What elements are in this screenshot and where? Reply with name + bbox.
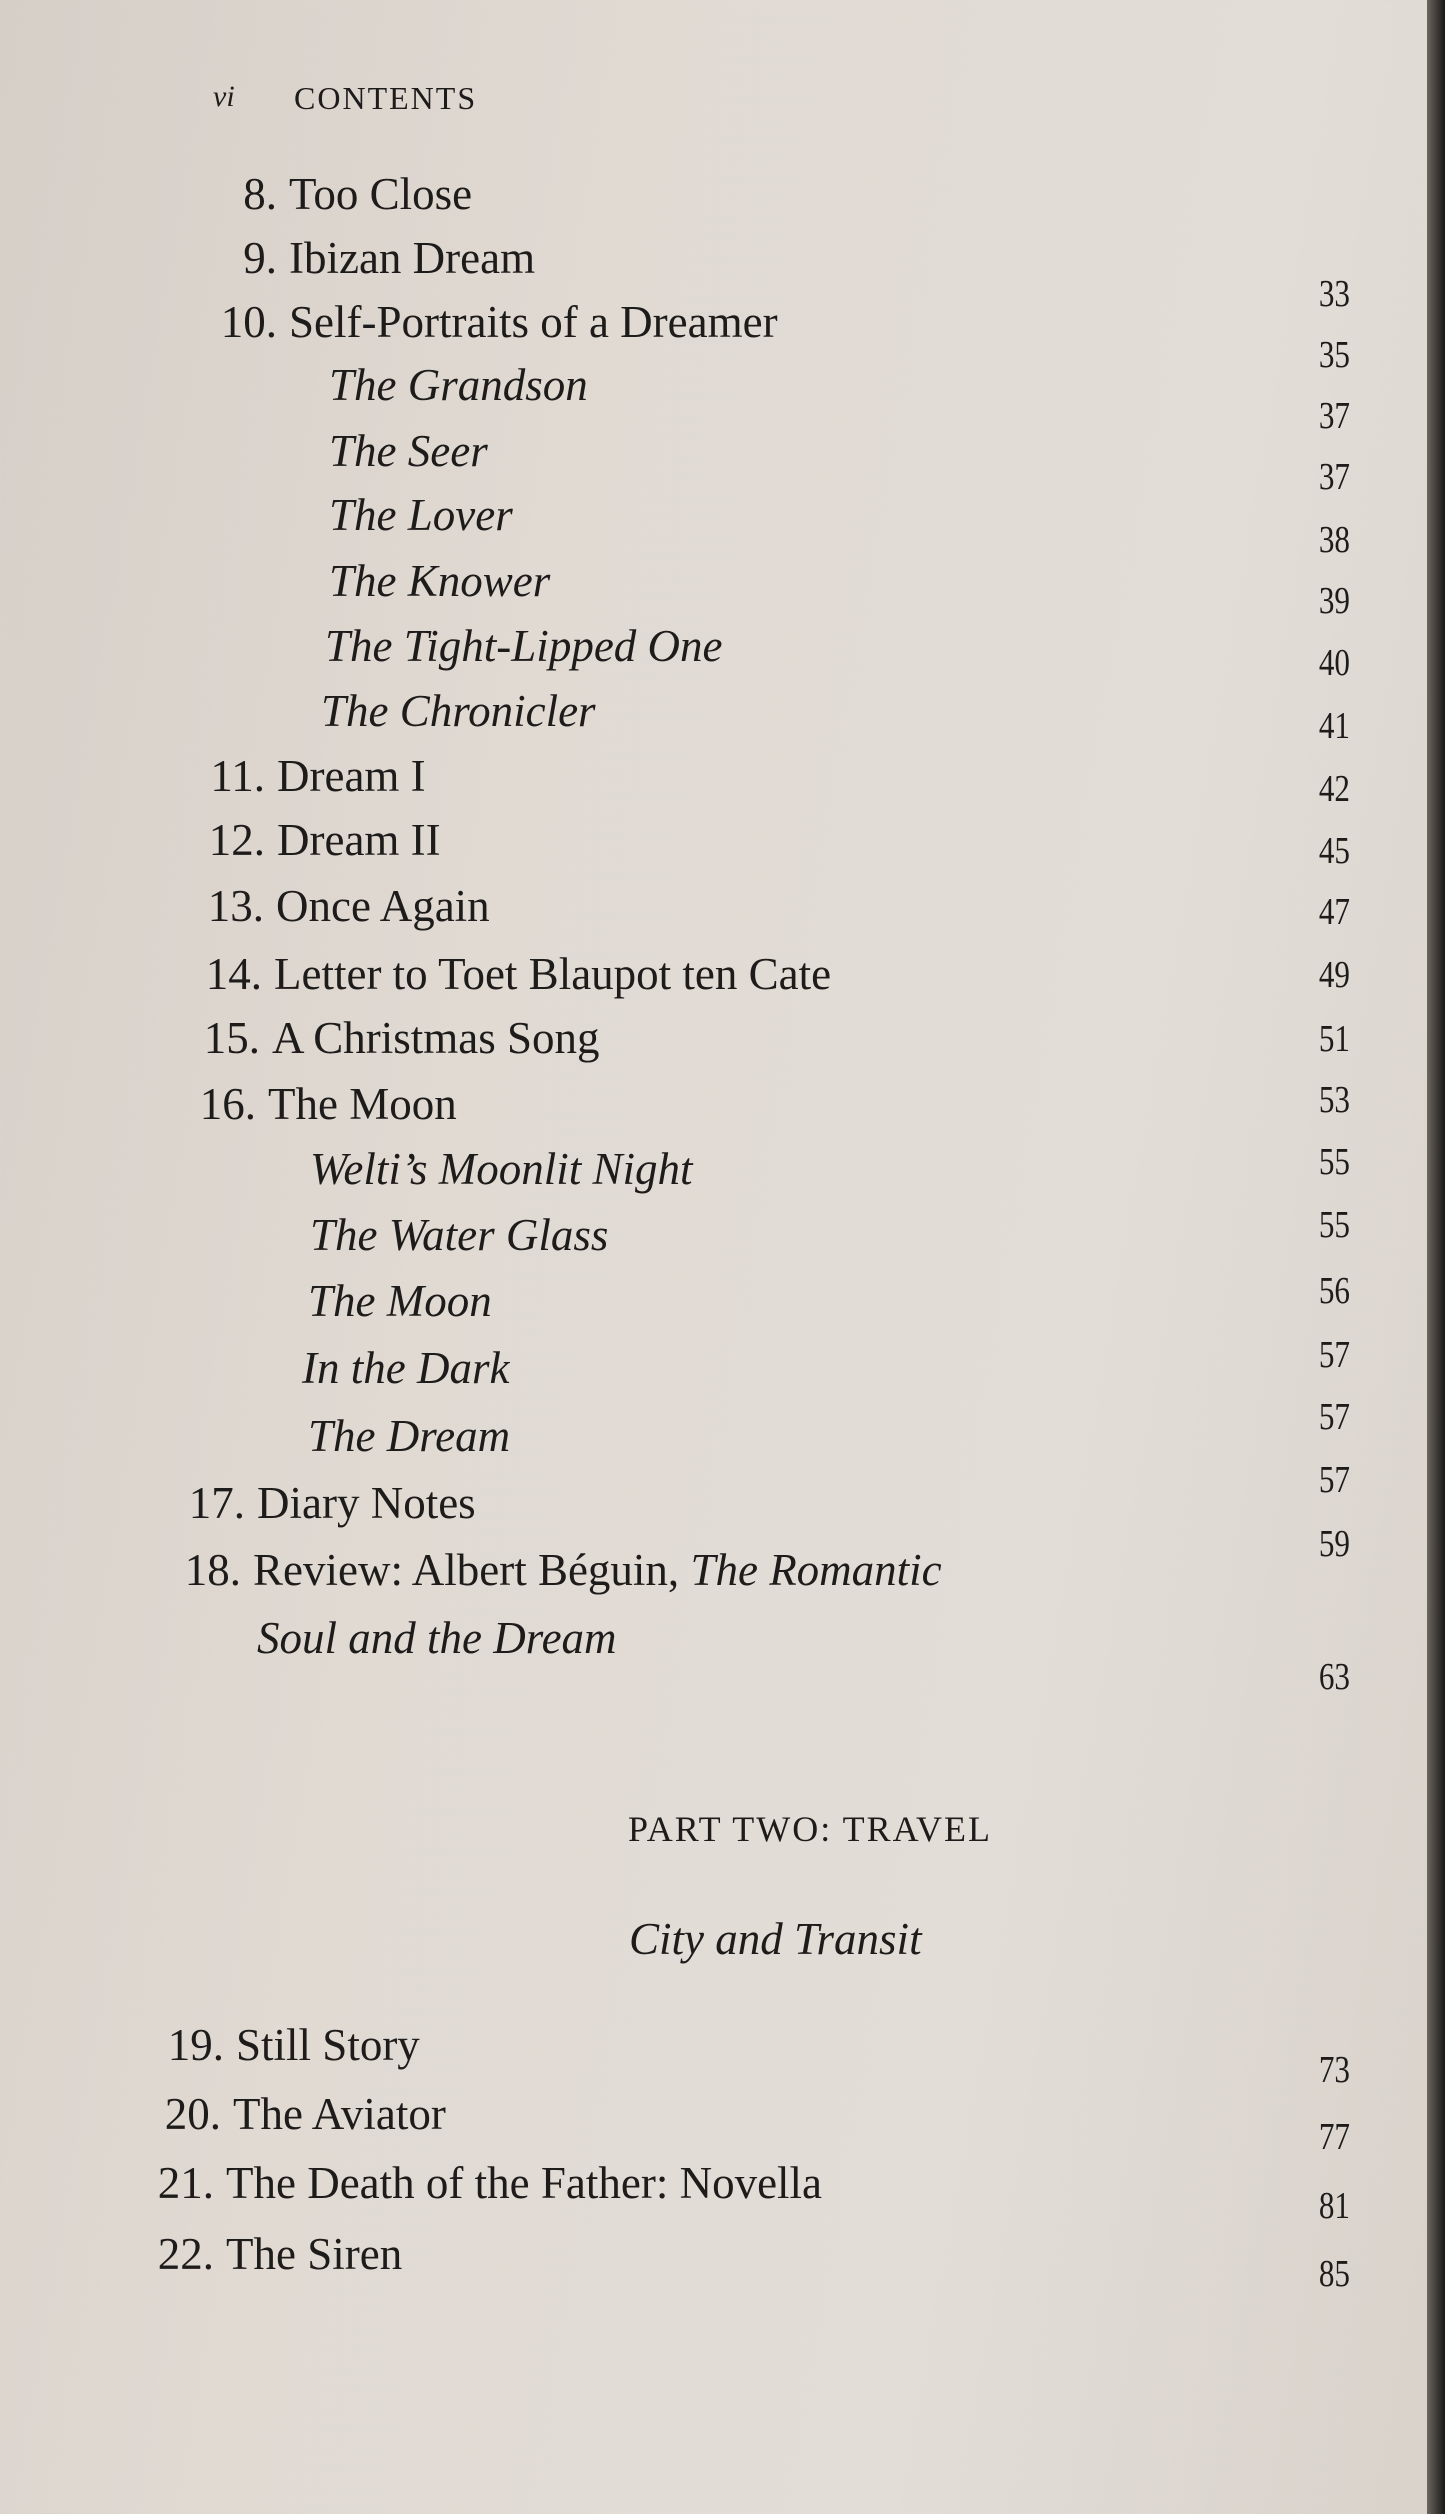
toc-entry: [0, 2017, 1445, 2073]
entry-title: The Siren: [226, 2229, 403, 2279]
entry-title: Still Story: [236, 2020, 420, 2070]
toc-entry: [0, 2226, 1445, 2282]
entry-page-number: 51: [1318, 1018, 1350, 1060]
entry-number: 19.: [167, 2020, 224, 2070]
toc-entry: [0, 1010, 1445, 1066]
toc-entry: [0, 1340, 1445, 1396]
entry-title: The Death of the Father: Novella: [226, 2158, 823, 2208]
entry-page-number: 59: [1318, 1523, 1350, 1565]
toc-entry: [0, 683, 1445, 739]
entry-page-number: 47: [1318, 891, 1350, 933]
entry-page-number: 41: [1318, 705, 1350, 747]
entry-page-number: 57: [1318, 1334, 1350, 1376]
entry-title: Self-Portraits of a Dreamer: [289, 297, 778, 347]
entry-page-number: 33: [1318, 273, 1350, 315]
entry-page-number: 37: [1318, 395, 1350, 437]
toc-entry: [0, 230, 1445, 286]
entry-number: 18.: [184, 1545, 241, 1595]
entry-title: Dream II: [277, 815, 441, 865]
entry-title: The Aviator: [233, 2089, 446, 2139]
entry-page-number: 38: [1318, 519, 1350, 561]
toc-entry: [0, 357, 1445, 413]
entry-page-number: 55: [1318, 1204, 1350, 1246]
entry-number: 22.: [157, 2229, 214, 2279]
entry-page-number: 63: [1318, 1656, 1350, 1698]
toc-entry: [0, 1273, 1445, 1329]
toc-entry: [0, 1408, 1445, 1464]
toc-entry: [0, 2155, 1445, 2211]
entry-title: A Christmas Song: [272, 1013, 600, 1063]
entry-page-number: 35: [1318, 334, 1350, 376]
entry-page-number: 49: [1318, 954, 1350, 996]
entry-title: In the Dark: [302, 1343, 510, 1393]
toc-entry: [0, 423, 1445, 479]
toc-entry: [0, 1475, 1445, 1531]
entry-page-number: 77: [1318, 2116, 1350, 2158]
entry-page-number: 45: [1318, 830, 1350, 872]
entry-page-number: 81: [1318, 2185, 1350, 2227]
toc-entry: [0, 878, 1445, 934]
entry-title: The Grandson: [329, 360, 588, 410]
entry-title: The Knower: [329, 556, 551, 606]
entry-number: 17.: [188, 1478, 245, 1528]
entry-title: Once Again: [276, 881, 490, 931]
entry-title: Soul and the Dream: [257, 1613, 617, 1663]
entry-title: Ibizan Dream: [289, 233, 536, 283]
entry-title: The Chronicler: [321, 686, 596, 736]
entry-page-number: 73: [1318, 2049, 1350, 2091]
entry-page-number: 57: [1318, 1459, 1350, 1501]
entry-page-number: 57: [1318, 1396, 1350, 1438]
entry-number: 11.: [210, 751, 265, 801]
toc-entry: [0, 1076, 1445, 1132]
entry-page-number: 37: [1318, 456, 1350, 498]
entry-number: 21.: [157, 2158, 214, 2208]
entry-number: 9.: [243, 233, 277, 283]
entry-page-number: 85: [1318, 2253, 1350, 2295]
entry-number: 15.: [203, 1013, 260, 1063]
entry-title: Letter to Toet Blaupot ten Cate: [274, 949, 832, 999]
entry-number: 13.: [207, 881, 264, 931]
toc-entry: [0, 748, 1445, 804]
entry-title: The Tight-Lipped One: [325, 621, 723, 671]
entry-title: The Seer: [329, 426, 488, 476]
entry-page-number: 56: [1318, 1270, 1350, 1312]
toc-entry: [0, 946, 1445, 1002]
entry-title: Too Close: [289, 169, 473, 219]
toc-entry: [0, 812, 1445, 868]
entry-title: The Water Glass: [310, 1210, 609, 1260]
entry-title-text: Review: Albert Béguin,: [253, 1545, 691, 1595]
toc-entry: [0, 1610, 1445, 1666]
entry-page-number: 53: [1318, 1079, 1350, 1121]
toc-entry: [0, 294, 1445, 350]
entry-title: Diary Notes: [257, 1478, 476, 1528]
entry-number: 16.: [199, 1079, 256, 1129]
toc-entry: [0, 553, 1445, 609]
toc-entry: [0, 2086, 1445, 2142]
entry-page-number: 40: [1318, 642, 1350, 684]
entry-page-number: 39: [1318, 580, 1350, 622]
toc-entry: [0, 1542, 1445, 1598]
entry-number: 12.: [208, 815, 265, 865]
entry-title: The Moon: [268, 1079, 457, 1129]
entry-number: 10.: [220, 297, 277, 347]
part-subheading: City and Transit: [629, 1914, 922, 1964]
toc-entry: [0, 487, 1445, 543]
entry-title: Welti’s Moonlit Night: [310, 1144, 693, 1194]
toc-entry: [0, 1141, 1445, 1197]
entry-title: The Moon: [308, 1276, 492, 1326]
entry-title: The Dream: [308, 1411, 511, 1461]
toc-entry: [0, 618, 1445, 674]
entry-number: 8.: [243, 169, 277, 219]
entry-page-number: 42: [1318, 768, 1350, 810]
entry-title: Dream I: [277, 751, 426, 801]
entry-title: The Lover: [329, 490, 513, 540]
toc-entry: [0, 166, 1445, 222]
running-head: CONTENTS: [294, 80, 478, 116]
entry-page-number: 55: [1318, 1141, 1350, 1183]
entry-number: 20.: [164, 2089, 221, 2139]
part-heading: PART TWO: TRAVEL: [628, 1809, 992, 1849]
page-number-roman: vi: [213, 80, 235, 113]
entry-title: [253, 1542, 942, 1598]
entry-title-italic: The Romantic: [690, 1545, 942, 1595]
toc-entry: [0, 1207, 1445, 1263]
entry-number: 14.: [205, 949, 262, 999]
